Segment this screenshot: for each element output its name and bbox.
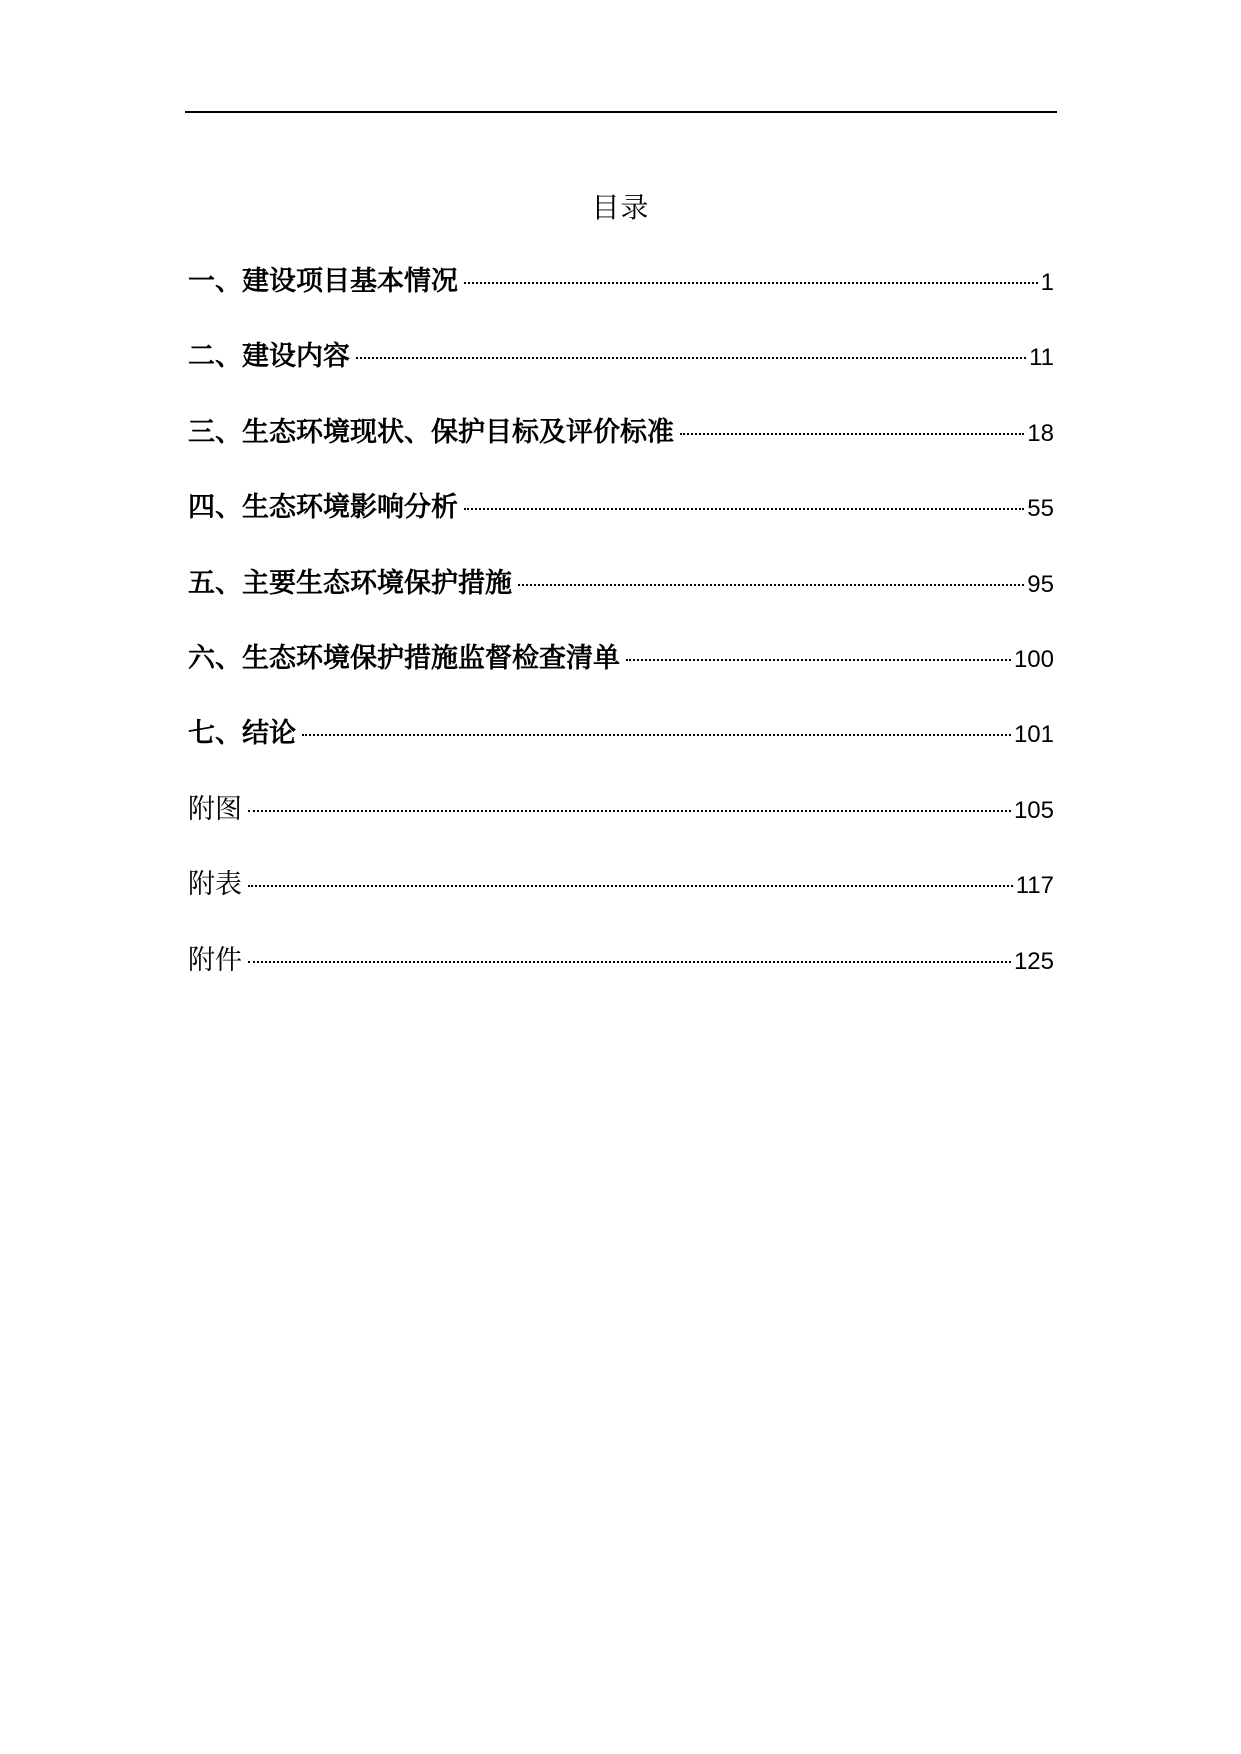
toc-entry-6[interactable]: [188, 639, 1054, 714]
dot-leader: [302, 734, 1011, 736]
dot-leader: [356, 357, 1026, 359]
dot-leader: [464, 282, 1038, 284]
dot-leader: [680, 433, 1024, 435]
toc-entry-label: 附表: [188, 869, 242, 901]
toc-entry-page: 101: [1013, 721, 1054, 749]
toc-title: 目录: [591, 191, 650, 224]
toc-entry-page: 117: [1015, 872, 1054, 900]
toc-entry-5[interactable]: [188, 564, 1054, 639]
toc-entry-page: 100: [1013, 645, 1054, 673]
dot-leader: [464, 508, 1024, 510]
toc-entry-label: 三、生态环境现状、保护目标及评价标准: [188, 416, 674, 448]
toc-entry-8[interactable]: [188, 790, 1054, 865]
toc-entry-page: 1: [1040, 269, 1054, 296]
toc-entry-10[interactable]: [188, 941, 1054, 1016]
toc-entry-label: 六、生态环境保护措施监督检查清单: [188, 642, 620, 674]
toc-entry-label: 五、主要生态环境保护措施: [188, 567, 512, 599]
toc-entry-page: 55: [1027, 495, 1054, 523]
dot-leader: [248, 961, 1011, 963]
toc-list: [188, 262, 1054, 1016]
toc-entry-label: 一、建设项目基本情况: [188, 266, 458, 297]
header-rule: [185, 111, 1057, 113]
dot-leader: [626, 659, 1011, 661]
toc-entry-1[interactable]: [188, 262, 1054, 337]
toc-entry-4[interactable]: [188, 488, 1054, 563]
toc-entry-page: 95: [1027, 570, 1054, 598]
toc-entry-page: 125: [1013, 947, 1054, 975]
toc-entry-label: 七、结论: [188, 718, 296, 750]
toc-entry-9[interactable]: [188, 865, 1054, 940]
toc-entry-label: 附图: [188, 793, 242, 825]
toc-entry-label: 二、建设内容: [188, 341, 350, 373]
toc-entry-label: 四、生态环境影响分析: [188, 492, 458, 524]
toc-entry-7[interactable]: [188, 714, 1054, 789]
dot-leader: [518, 584, 1024, 586]
dot-leader: [248, 810, 1011, 812]
toc-entry-page: 18: [1027, 419, 1054, 447]
dot-leader: [248, 885, 1013, 887]
toc-entry-page: 11: [1029, 344, 1054, 372]
toc-entry-label: 附件: [188, 944, 242, 976]
toc-entry-page: 105: [1013, 796, 1054, 824]
toc-entry-3[interactable]: [188, 413, 1054, 488]
toc-entry-2[interactable]: [188, 337, 1054, 412]
